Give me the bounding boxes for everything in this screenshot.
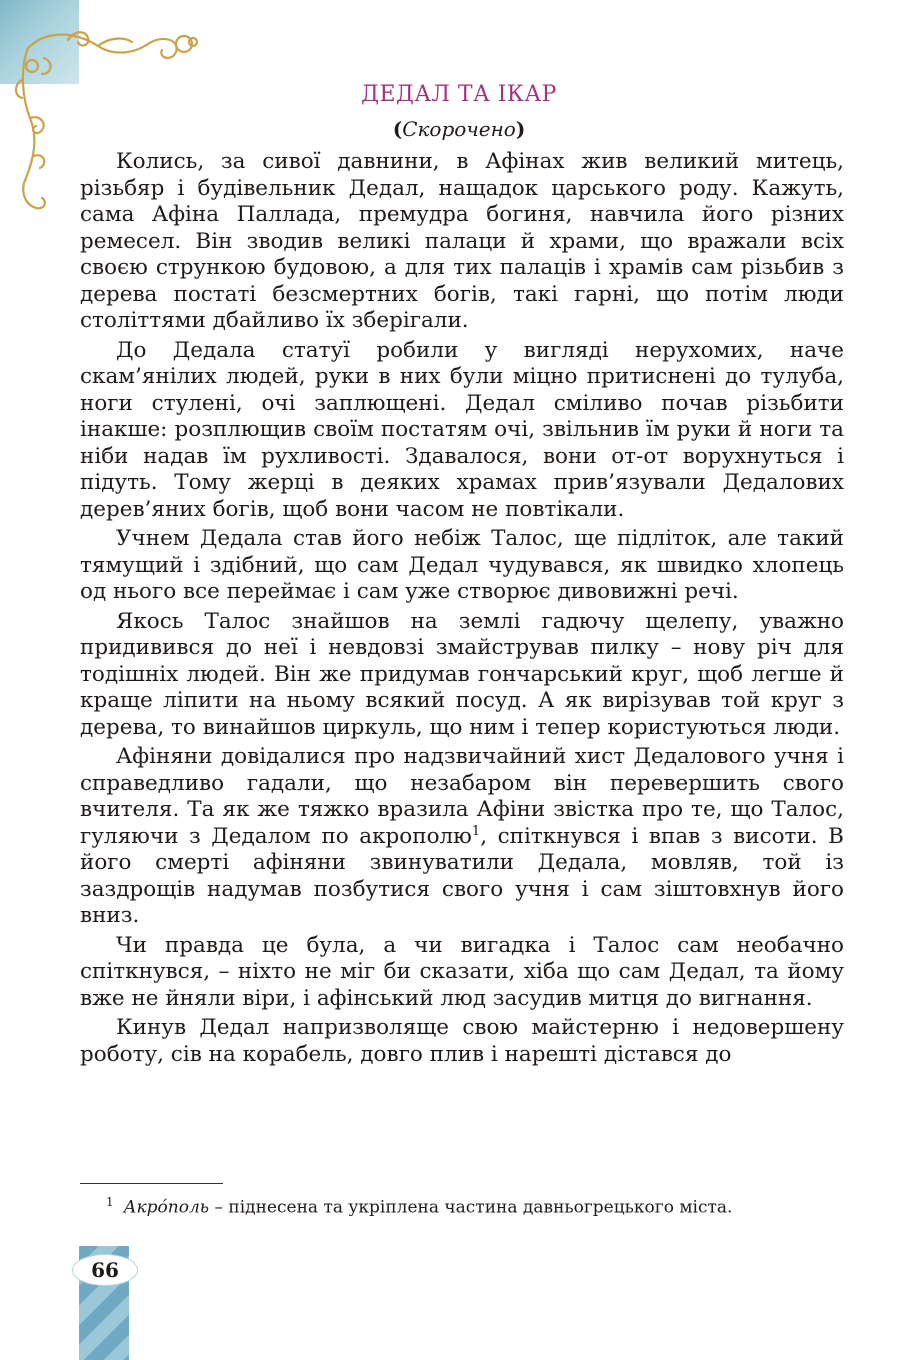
footnote-marker[interactable]: 1 <box>471 823 481 839</box>
paragraph: Чи правда це була, а чи вигадка і Талос сам необачно спіткнувся, – ніхто не міг би сказати, хіба що сам Дедал, та йому вже не йняли віри, і афінський люд засудив митця до вигнання. <box>80 932 844 1011</box>
footnote <box>80 1190 844 1220</box>
footnote-number: 1 <box>106 1195 114 1209</box>
subtitle-close-paren: ) <box>515 117 526 141</box>
paragraph: Кинув Дедал напризволяще свою майстерню і недовершену роботу, сів на корабель, довго плив і нарешті дістався до <box>80 1015 844 1067</box>
paragraph: Якось Талос знайшов на землі гадючу щелепу, уважно придивився до неї і невдовзі змайстрував пилку – нову річ для тодішніх людей. Він же придумав гончарський круг, щоб легше й краще ліпити на ньому всякий посуд. А як вирізував той круг з дерева, то винайшов циркуль, що ним і тепер користуються люди. <box>80 608 844 740</box>
paragraph: Колись, за сивої давнини, в Афінах жив великий митець, різьбяр і будівельник Дедал, нащадок царського роду. Кажуть, сама Афіна Паллада, премудра богиня, навчила його різних ремесел. Він зводив великі палаци й храми, що вражали всіх своєю стрункою будовою, а для тих палаців і храмів сам різьбив з дерева постаті безсмертних богів, такі гарні, що потім люди століттями дбайливо їх зберігали. <box>80 149 844 333</box>
footnote-divider <box>80 1183 223 1184</box>
paragraph <box>80 744 844 930</box>
subtitle-open-paren: ( <box>392 117 403 141</box>
page-number: 66 <box>72 1254 138 1286</box>
subtitle-abridged-label: Скорочено <box>402 117 516 141</box>
story-body <box>80 149 844 1071</box>
paragraph: До Дедала статуї робили у вигляді нерухомих, наче скам’янілих людей, руки в них були міцно притиснені до тулуба, ноги стулені, очі заплющені. Дедал сміливо почав різьбити інакше: розплющив своїм постатям очі, звільнив їм руки й ноги та ніби надав їм рухливості. Здавалося, вони от-от ворухнуться і підуть. Тому жерці в деяких храмах прив’язували Дедалових дерев’яних богів, щоб вони часом не повтікали. <box>80 337 844 522</box>
footnote-term: Акрóполь <box>123 1197 210 1218</box>
story-subtitle <box>0 117 918 141</box>
paragraph-text: , спіткнувся і впав з висоти. В його смерті афіняни звинуватили Дедала, мовляв, той із заздрощів надумав позбутися свого учня і сам зіштовхнув його вниз. <box>80 823 844 928</box>
footnote-text: – піднесена та укріплена частина давньогрецького міста. <box>209 1197 733 1218</box>
paragraph: Учнем Дедала став його небіж Талос, ще підліток, але такий тямущий і здібний, що сам Дедал чудувався, як швидко хлопець од нього все переймає і сам уже створює дивовижні речі. <box>80 526 844 604</box>
story-title: ДЕДАЛ ТА ІКАР <box>361 82 557 107</box>
paragraph-text: Афіняни довідалися про надзвичайний хист Дедалового учня і справедливо гадали, що незабаром він перевершить свого вчителя. Та як же тяжко вразила Афіни звістка про те, що Талос, гуляючи з Дедалом по акрополю <box>80 744 844 849</box>
